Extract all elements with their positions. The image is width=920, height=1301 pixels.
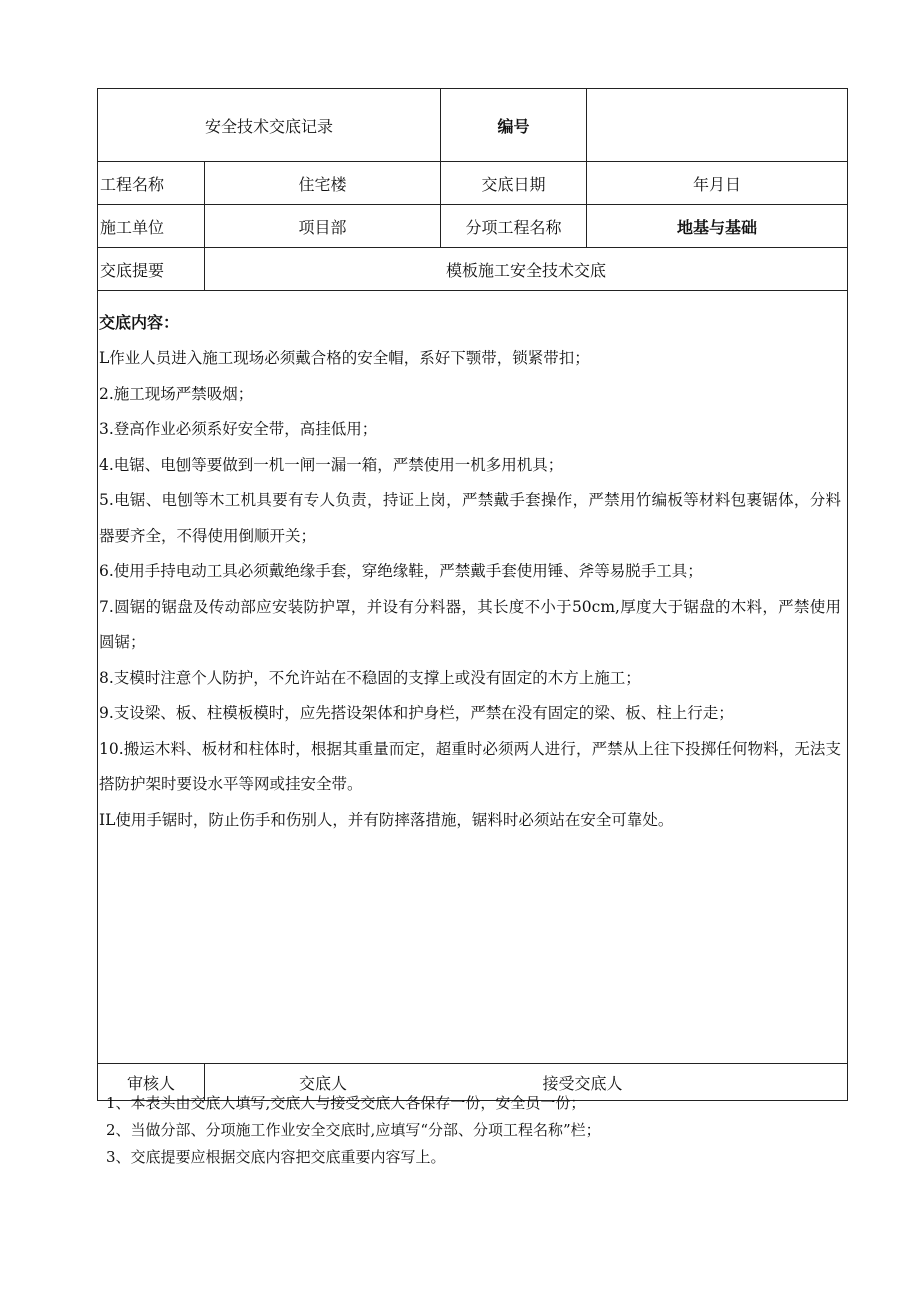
content-item: 3.登高作业必须系好安全带，高挂低用； — [99, 420, 378, 438]
project-name-label: 工程名称 — [98, 162, 205, 205]
subproject-value[interactable]: 地基与基础 — [587, 205, 848, 248]
content-item: IL使用手锯时，防止伤手和伤别人，并有防摔落措施，锯料时必须站在安全可靠处。 — [99, 810, 674, 829]
note-item: 3、交底提要应根据交底内容把交底重要内容写上。 — [106, 1148, 446, 1166]
form-notes — [106, 1090, 846, 1171]
project-name-value[interactable]: 住宅楼 — [205, 162, 441, 205]
receiver-label: 接受交底人 — [542, 1073, 623, 1093]
subproject-label: 分项工程名称 — [441, 205, 587, 248]
form-title: 安全技术交底记录 — [98, 89, 441, 162]
content-item: 4.电锯、电刨等要做到一机一闸一漏一箱，严禁使用一机多用机具； — [99, 455, 564, 474]
content-item: 6.使用手持电动工具必须戴绝缘手套，穿绝缘鞋，严禁戴手套使用锤、斧等易脱手工具； — [99, 562, 703, 580]
date-value[interactable]: 年月日 — [587, 162, 848, 205]
content-item: 7.圆锯的锯盘及传动部应安装防护罩，并设有分料器，其长度不小于50cm,厚度大于锯盘的木料，严禁使用圆锯； — [99, 597, 842, 651]
unit-label: 施工单位 — [98, 205, 205, 248]
date-label: 交底日期 — [441, 162, 587, 205]
content-item: 2.施工现场严禁吸烟； — [99, 384, 254, 403]
content-cell — [98, 291, 848, 1064]
content-item: 10.搬运木料、板材和柱体时，根据其重量而定，超重时必须两人进行，严禁从上往下投掷任何物料，无法支搭防护架时要设水平等网或挂安全带。 — [99, 739, 842, 793]
note-item: 1、本表头由交底人填写,交底人与接受交底人各保存一份，安全员一份； — [106, 1094, 586, 1112]
summary-value[interactable]: 模板施工安全技术交底 — [205, 248, 848, 291]
title-row — [98, 89, 848, 162]
note-item: 2、当做分部、分项施工作业安全交底时,应填写“分部、分项工程名称”栏； — [106, 1121, 601, 1139]
unit-value[interactable]: 项目部 — [205, 205, 441, 248]
unit-row — [98, 205, 848, 248]
content-row — [98, 291, 848, 1064]
content-item: 8.支模时注意个人防护，不允许站在不稳固的支撑上或没有固定的木方上施工； — [99, 668, 641, 687]
discloser-label: 交底人 — [298, 1073, 347, 1093]
content-item: 9.支设梁、板、柱模板模时，应先搭设架体和护身栏，严禁在没有固定的梁、板、柱上行走； — [99, 704, 734, 722]
safety-disclosure-form — [97, 88, 847, 1101]
summary-row — [98, 248, 848, 291]
content-heading: 交底内容： — [99, 313, 180, 332]
summary-label: 交底提要 — [98, 248, 205, 291]
number-label: 编号 — [441, 89, 587, 162]
reviewer-label: 审核人 — [98, 1064, 205, 1101]
number-field[interactable] — [587, 89, 848, 162]
content-item: 5.电锯、电刨等木工机具要有专人负责，持证上岗，严禁戴手套操作，严禁用竹编板等材料包裹锯体，分料器要齐全，不得使用倒顺开关； — [99, 491, 842, 545]
form-table — [97, 88, 848, 1101]
project-row — [98, 162, 848, 205]
content-item: L作业人员进入施工现场必须戴合格的安全帽，系好下颚带，锁紧带扣； — [99, 349, 590, 367]
